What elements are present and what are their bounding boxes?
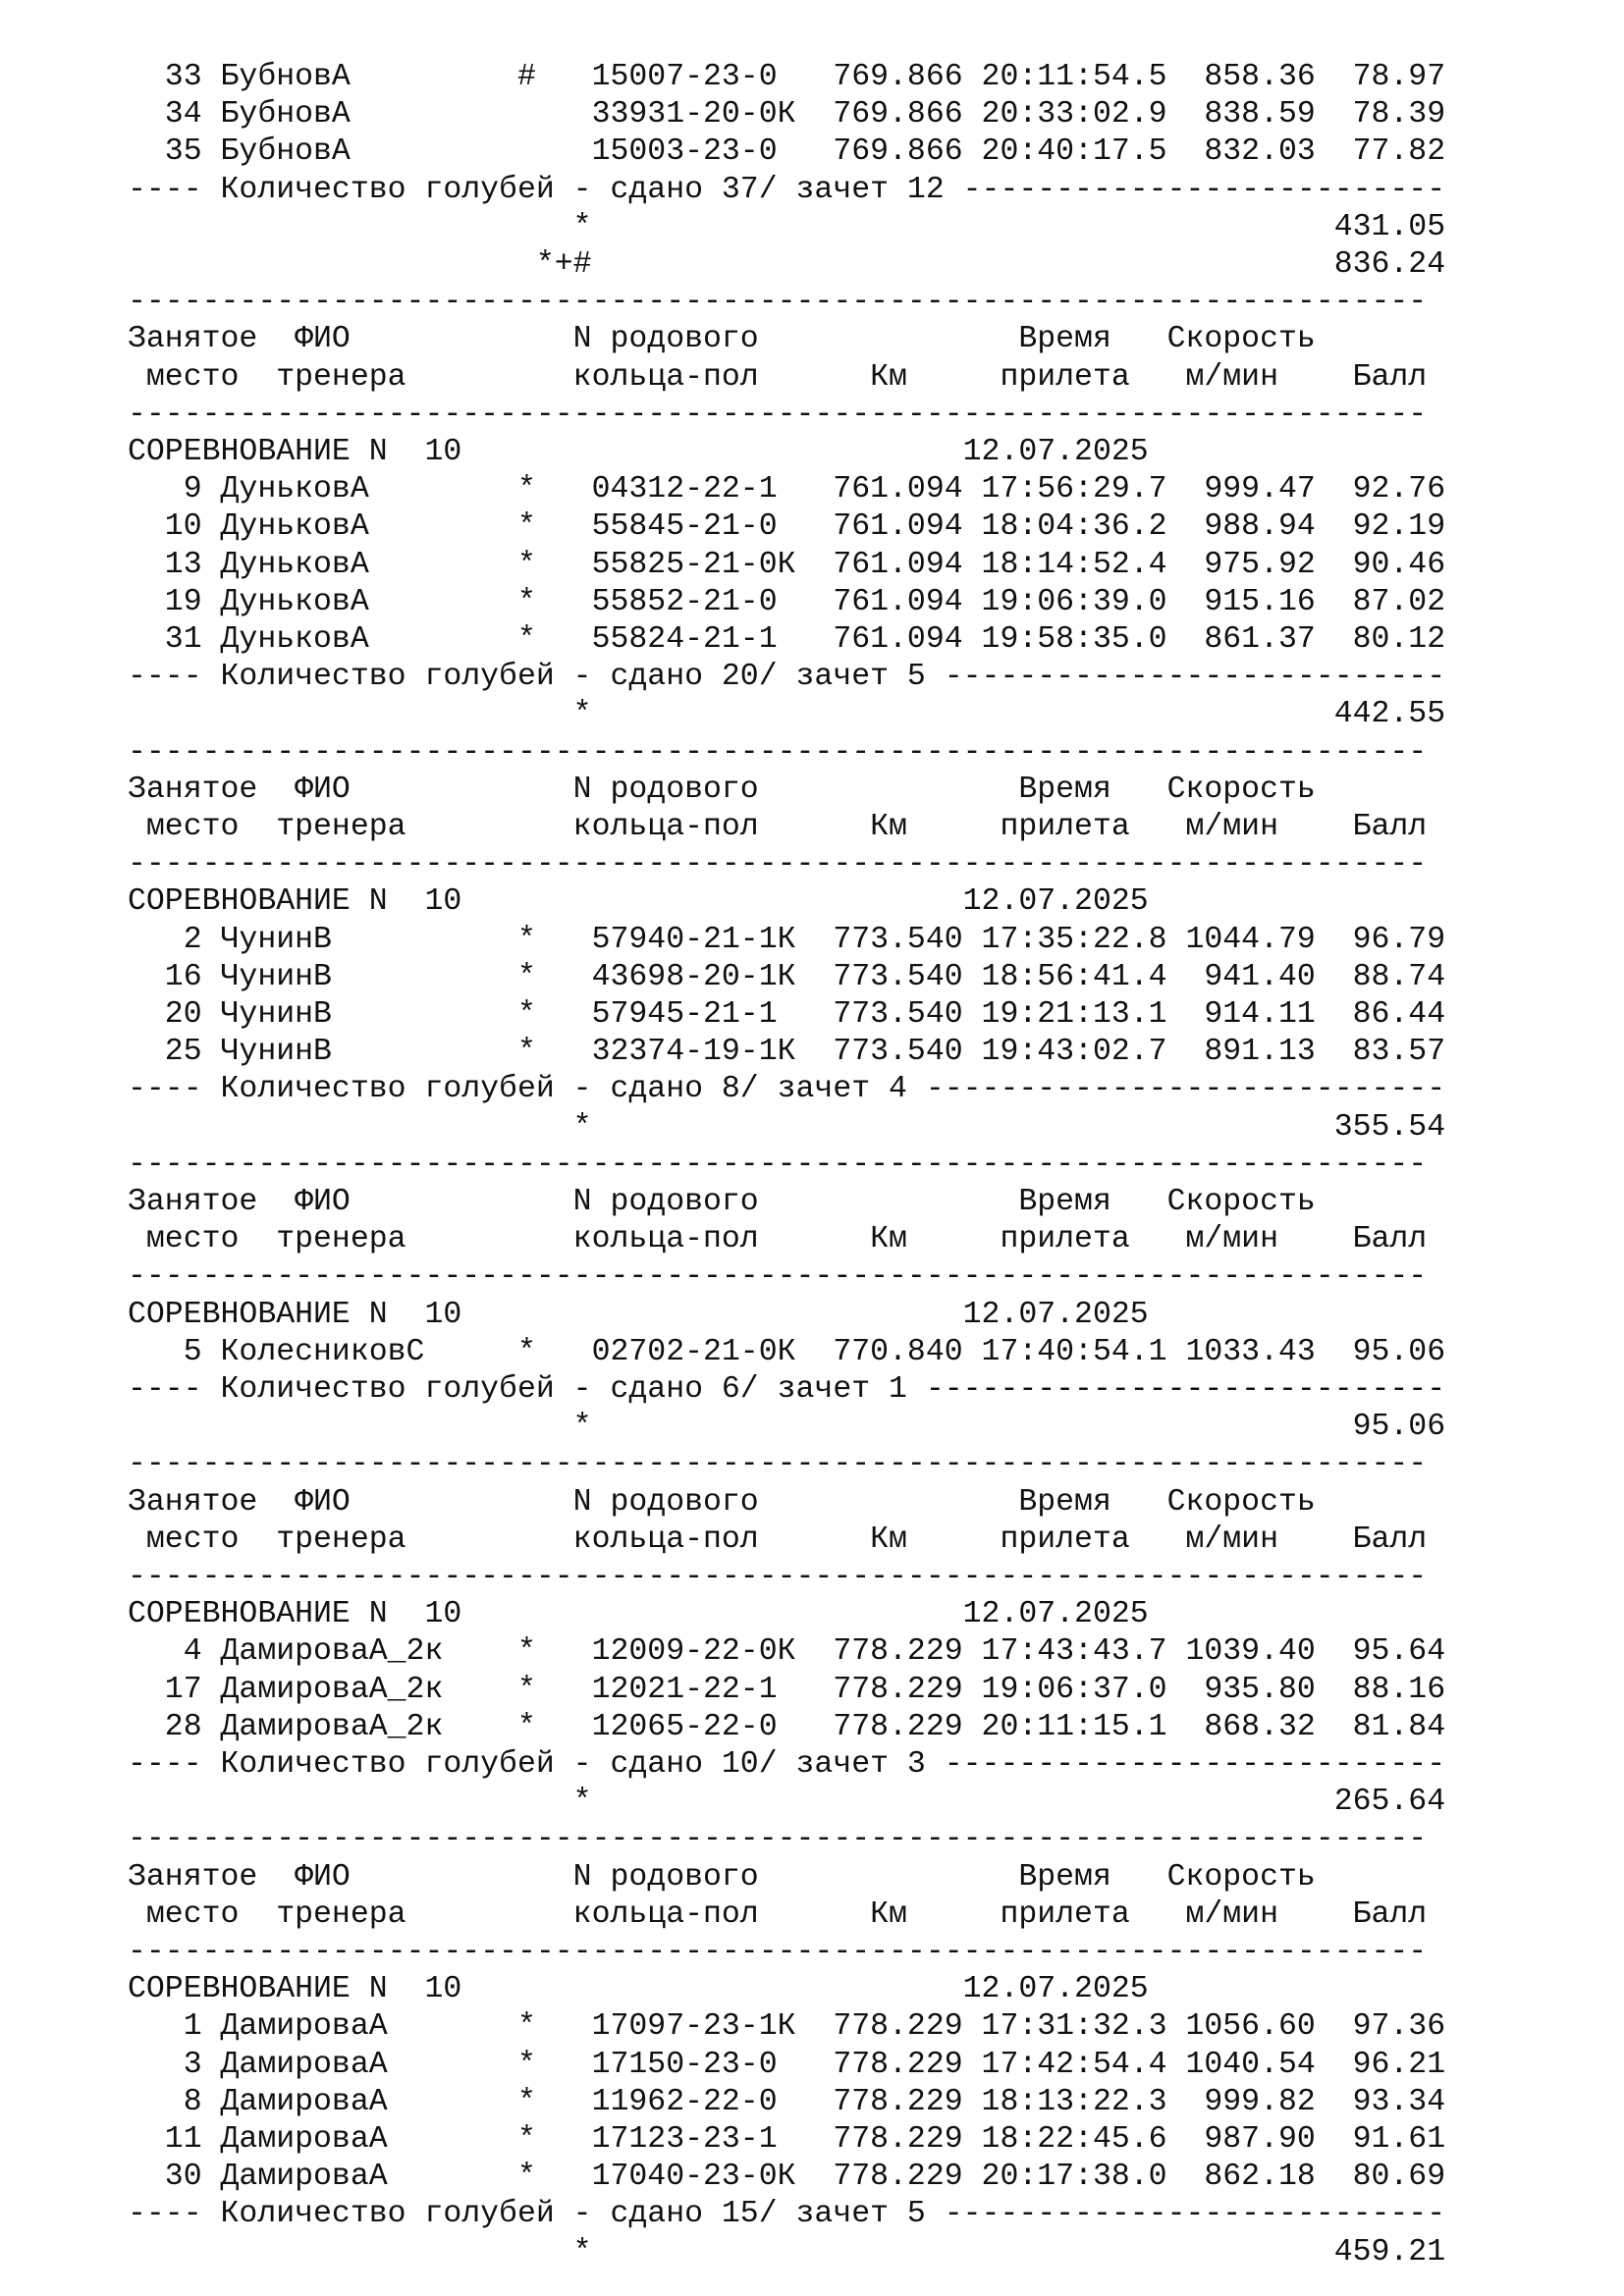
report-line: * 265.64 [128,1785,1446,1820]
report-line: 17 ДамироваА_2к * 12021-22-1 778.229 19:06:37.0 935.80 88.16 [128,1672,1446,1707]
report-line: 16 ЧунинВ * 43698-20-1К 773.540 18:56:41.4 941.40 88.74 [128,959,1446,994]
report-line: Занятое ФИО N родового Время Скорость [128,1185,1316,1219]
report-line: 8 ДамироваА * 11962-22-0 778.229 18:13:22.3 999.82 93.34 [128,2084,1446,2119]
report-line: место тренера кольца-пол Км прилета м/мин Балл [128,1222,1428,1257]
report-line: ---------------------------------------------------------------------- [128,1935,1428,1969]
report-line: СОРЕВНОВАНИЕ N 10 12.07.2025 [128,1597,1149,1632]
report-line: ---------------------------------------------------------------------- [128,1447,1428,1482]
report-line: ---- Количество голубей - сдано 8/ зачет 4 ---------------------------- [128,1072,1446,1107]
report-line: СОРЕВНОВАНИЕ N 10 12.07.2025 [128,1972,1149,2007]
report-line: ---------------------------------------------------------------------- [128,1147,1428,1182]
report-line: 1 ДамироваА * 17097-23-1К 778.229 17:31:32.3 1056.60 97.36 [128,2009,1446,2045]
report-line: ---------------------------------------------------------------------- [128,1560,1428,1594]
report-line: 4 ДамироваА_2к * 12009-22-0К 778.229 17:43:43.7 1039.40 95.64 [128,1634,1446,1670]
report-line: 33 БубновА # 15007-23-0 769.866 20:11:54.5 858.36 78.97 [128,60,1446,94]
report-line: 28 ДамироваА_2к * 12065-22-0 778.229 20:11:15.1 868.32 81.84 [128,1709,1446,1744]
report-line: * 431.05 [128,209,1446,244]
report-line: * 355.54 [128,1109,1446,1145]
report-line: 5 КолесниковС * 02702-21-0К 770.840 17:40:54.1 1033.43 95.06 [128,1334,1446,1369]
report-line: место тренера кольца-пол Км прилета м/мин Балл [128,810,1428,844]
report-line: место тренера кольца-пол Км прилета м/мин Балл [128,359,1428,395]
report-line: ---------------------------------------------------------------------- [128,734,1428,770]
report-line: 2 ЧунинВ * 57940-21-1К 773.540 17:35:22.8 1044.79 96.79 [128,922,1446,957]
report-line: 20 ЧунинВ * 57945-21-1 773.540 19:21:13.1 914.11 86.44 [128,997,1446,1032]
report-line: Занятое ФИО N родового Время Скорость [128,1859,1316,1895]
report-line: 31 ДуньковА * 55824-21-1 761.094 19:58:35.0 861.37 80.12 [128,622,1446,657]
report-line: 25 ЧунинВ * 32374-19-1К 773.540 19:43:02.7 891.13 83.57 [128,1035,1446,1070]
report-line: * 95.06 [128,1410,1446,1445]
report-line: ---- Количество голубей - сдано 10/ зачет 3 --------------------------- [128,1747,1446,1782]
report-line: 35 БубновА 15003-23-0 769.866 20:40:17.5 832.03 77.82 [128,134,1446,170]
report-line: 10 ДуньковА * 55845-21-0 761.094 18:04:36.2 988.94 92.19 [128,509,1446,545]
report-line: ---- Количество голубей - сдано 15/ зачет 5 --------------------------- [128,2197,1446,2232]
report-line: 34 БубновА 33931-20-0К 769.866 20:33:02.9 838.59 78.39 [128,97,1446,133]
report-line: 30 ДамироваА * 17040-23-0К 778.229 20:17:38.0 862.18 80.69 [128,2160,1446,2195]
report-line: Занятое ФИО N родового Время Скорость [128,322,1316,357]
report-line: ---- Количество голубей - сдано 20/ зачет 5 --------------------------- [128,660,1446,695]
report-line: место тренера кольца-пол Км прилета м/мин Балл [128,1522,1428,1557]
report-line: ---------------------------------------------------------------------- [128,1822,1428,1857]
report-line: ---------------------------------------------------------------------- [128,1259,1428,1295]
report-line: СОРЕВНОВАНИЕ N 10 12.07.2025 [128,1297,1149,1332]
report-line: 11 ДамироваА * 17123-23-1 778.229 18:22:45.6 987.90 91.61 [128,2122,1446,2157]
report-line: 9 ДуньковА * 04312-22-1 761.094 17:56:29.7 999.47 92.76 [128,472,1446,507]
report-line: ---------------------------------------------------------------------- [128,397,1428,432]
report-line: * 442.55 [128,697,1446,732]
report-line: *+# 836.24 [128,247,1446,282]
report-line: 3 ДамироваА * 17150-23-0 778.229 17:42:54.4 1040.54 96.21 [128,2047,1446,2082]
report-line: ---------------------------------------------------------------------- [128,847,1428,882]
report-line: ---------------------------------------------------------------------- [128,285,1428,320]
report-line: 13 ДуньковА * 55825-21-0К 761.094 18:14:52.4 975.92 90.46 [128,547,1446,582]
report-line: ---- Количество голубей - сдано 6/ зачет 1 ---------------------------- [128,1372,1446,1407]
report-line: * 459.21 [128,2234,1446,2269]
report-line: Занятое ФИО N родового Время Скорость [128,1484,1316,1520]
report-line: СОРЕВНОВАНИЕ N 10 12.07.2025 [128,435,1149,469]
report-line: ---- Количество голубей - сдано 37/ зачет 12 -------------------------- [128,172,1446,207]
report-line: СОРЕВНОВАНИЕ N 10 12.07.2025 [128,884,1149,920]
report-line: место тренера кольца-пол Км прилета м/мин Балл [128,1896,1428,1932]
report-line: Занятое ФИО N родового Время Скорость [128,772,1316,807]
report-line: 19 ДуньковА * 55852-21-0 761.094 19:06:39.0 915.16 87.02 [128,584,1446,619]
